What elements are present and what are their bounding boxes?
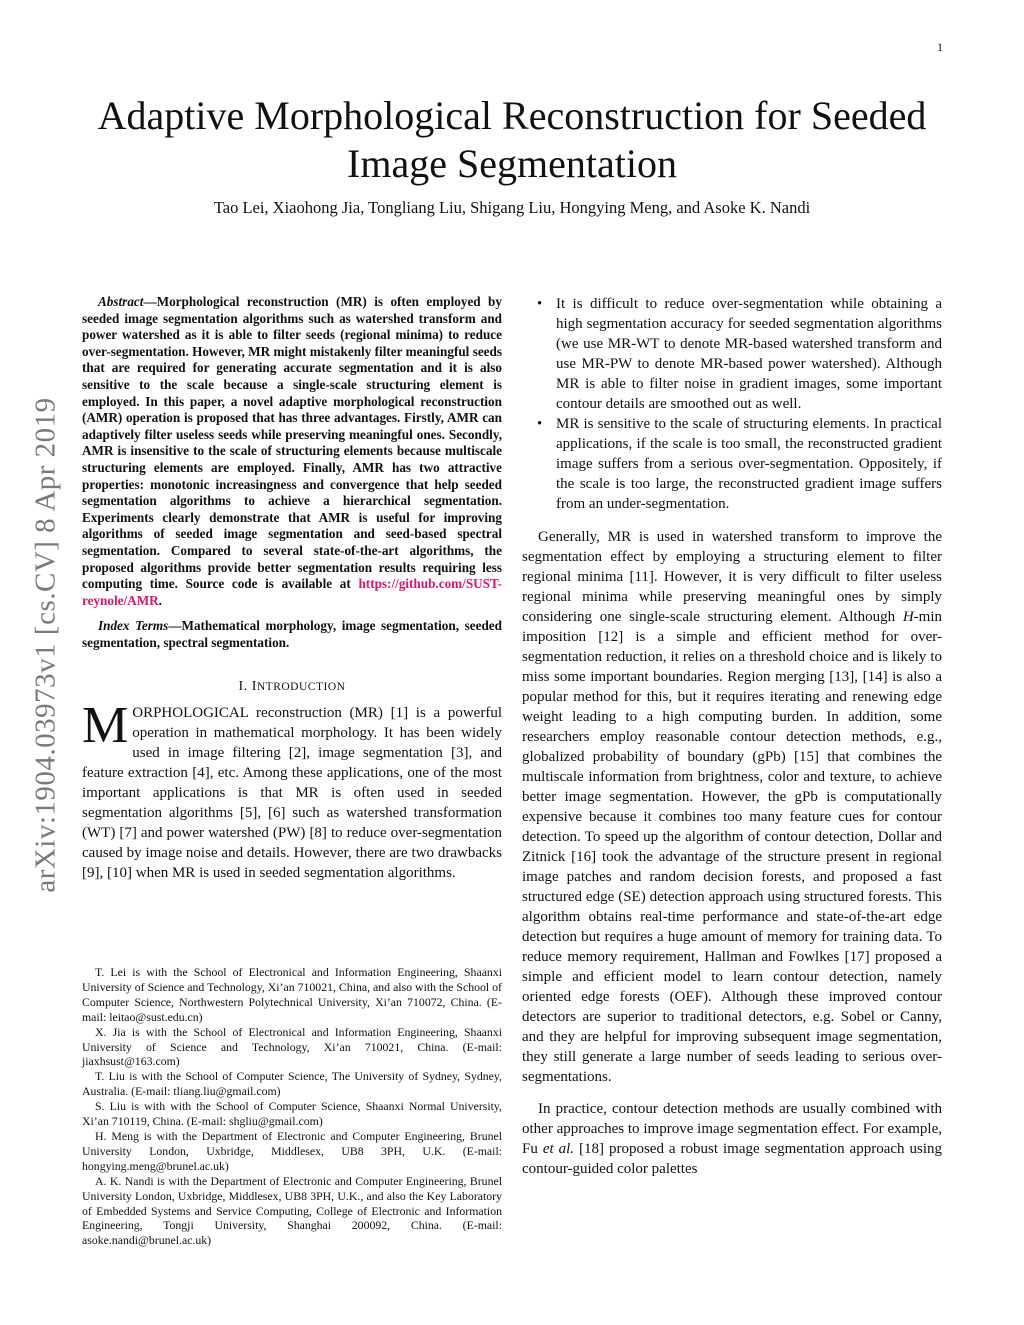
intro-text: ORPHOLOGICAL reconstruction (MR) [1] is a powerful operation in mathematical morphology. It has been widely used in image filtering [2], image segmentation [3], and feature extraction [4], etc. Among these applications, one of the most important applications is that MR is often used in seeded segmentation algorithms [5], [6] such as watershed transformation (WT) [7] and power watershed (PW) [8] to reduce over-segmentation caused by image noise and details. However, there are two drawbacks [9], [10] when MR is used in seeded segmentation algorithms.	[82, 705, 502, 882]
paragraph-in-practice	[522, 1099, 942, 1179]
bullet-text: MR is sensitive to the scale of structuring elements. In practical applications, if the scale is too small, the reconstructed gradient image suffers from a serious over-segmentation. Oppositely, if the scale is too large, the reconstructed gradient image suffers from an under-segmentation.	[556, 416, 942, 512]
abstract-end: .	[158, 592, 162, 608]
section-number: I. I	[238, 679, 257, 695]
list-item	[522, 414, 942, 514]
para-text: In practice, contour detection methods are usually combined with other approaches to improve image segmentation effect. For example, Fu	[522, 1101, 942, 1157]
bullet-icon: •	[537, 296, 543, 312]
drawback-list	[522, 294, 942, 514]
para-text: [18] proposed a robust image segmentation approach using contour-guided color palettes	[522, 1141, 942, 1177]
footnote-liu-s: S. Liu is with with the School of Computer Science, Shaanxi Normal University, Xi’an 710119, China. (E-mail: shgliu@gmail.com)	[82, 1099, 502, 1129]
abstract	[82, 294, 502, 609]
title-line-2: Image Segmentation	[347, 141, 677, 186]
abstract-text: —Morphological reconstruction (MR) is often employed by seeded image segmentation algorithms such as watershed transform and power watershed as it is able to filter seeds (regional minima) to reduce over-segmentation. However, MR might mistakenly filter meaningful seeds that are required for generating accurate segmentation and it is also sensitive to the scale because a single-scale structuring element is employed. In this paper, a novel adaptive morphological reconstruction (AMR) operation is proposed that has three advantages. Firstly, AMR can adaptively filter useless seeds while preserving meaningful ones. Secondly, AMR is insensitive to the scale of structuring elements because multiscale structuring elements are employed. Finally, AMR has two attractive properties: monotonic increasingness and convergence that help seeded segmentation algorithms to achieve a hierarchical segmentation. Experiments clearly demonstrate that AMR is useful for improving algorithms of seeded image segmentation and seed-based spectral segmentation. Compared to several state-of-the-art algorithms, the proposed algorithms provide better segmentation results requiring less computing time. Source code is available at	[82, 294, 502, 592]
right-column	[522, 294, 942, 1179]
author-list: Tao Lei, Xiaohong Jia, Tongliang Liu, Shigang Liu, Hongying Meng, and Asoke K. Nandi	[213, 198, 811, 217]
emphasis-et-al: et al.	[542, 1141, 575, 1157]
left-column	[82, 294, 502, 883]
index-terms-label: Index Terms	[98, 618, 169, 634]
math-symbol-h: H	[902, 609, 914, 625]
footnote-liu-t: T. Liu is with the School of Computer Science, The University of Sydney, Sydney, Australia. (E-mail: tliang.liu@gmail.com)	[82, 1069, 502, 1099]
abstract-label: Abstract	[98, 294, 144, 309]
para-text: Generally, MR is used in watershed transform to improve the segmentation effect by employing a structuring element to filter regional minima [11]. However, it is very difficult to filter useless regional minima while preserving meaningful ones by simply considering one single-scale structuring element. Although	[522, 529, 942, 625]
bullet-text: It is difficult to reduce over-segmentation while obtaining a high segmentation accuracy for seeded segmentation algorithms (we use MR-WT to denote MR-based watershed transform and use MR-PW to denote MR-based power watershed). Although MR is able to filter noise in gradient images, some important contour details are smoothed out as well.	[556, 296, 942, 412]
page-number: 1	[937, 40, 943, 54]
section-heading-introduction	[82, 679, 502, 695]
footnote-nandi: A. K. Nandi is with the Department of Electronic and Computer Engineering, Brunel University London, Uxbridge, Middlesex, UB8 3PH, U.K., and also the Key Laboratory of Embedded Systems and Service Computing, College of Electronic and Information Engineering, Tongji University, Shanghai 200092, China. (E-mail: asoke.nandi@brunel.ac.uk)	[82, 1173, 502, 1248]
footnote-lei: T. Lei is with the School of Electronical and Information Engineering, Shaanxi University of Science and Technology, Xi’an 710021, China, and also with the School of Computer Science, Northwestern Polytechnical University, Xi’an 710072, China. (E-mail: leitao@sust.edu.cn)	[82, 965, 502, 1024]
intro-paragraph	[82, 697, 502, 883]
index-terms	[82, 618, 502, 651]
index-terms-text: —Mathematical morphology, image segmentation, seeded segmentation, spectral segmentation.	[82, 618, 502, 650]
drop-cap: M	[82, 697, 129, 755]
footnote-jia: X. Jia is with the School of Electronical and Information Engineering, Shaanxi University of Science and Technology, Xi’an 710021, China. (E-mail: jiaxhsust@163.com)	[82, 1024, 502, 1069]
bullet-icon: •	[537, 416, 543, 432]
section-title-rest: NTRODUCTION	[256, 681, 346, 694]
paper-title	[60, 92, 964, 188]
paragraph-generally	[522, 527, 942, 1087]
list-item	[522, 294, 942, 414]
para-text: -min imposition [12] is a simple and efficient method for over-segmentation reduction, it relies on a threshold choice and is likely to miss some important boundaries. Region merging [13], [14] is also a popular method for this, but it requires iterating and renewing edge weight leading to a high computing burden. In addition, some researchers employ reasonable contour detection methods, e.g., globalized probability of boundary (gPb) [15] that combines the multiscale information from brightness, color and texture, to achieve better image segmentation. However, the gPb is computationally expensive because it combines too many feature cues for contour detection. To speed up the algorithm of contour detection, Dollar and Zitnick [16] took the advantage of the structure present in regional image patches and random decision forests, and proposed a fast structured edge (SE) detection approach using structured forests. This algorithm obtains real-time performance and state-of-the-art edge detection but requires a huge amount of memory for training data. To reduce memory requirement, Hallman and Fowlkes [17] proposed a simple and efficient model to learn contour detection, namely oriented edge forests (OEF). Although these improved contour detectors are superior to traditional detectors, e.g. Sobel or Canny, and they are helpful for improving subsequent image segmentation, they still generate a large number of seeds leading to serious over-segmentations.	[522, 609, 942, 1085]
title-line-1: Adaptive Morphological Reconstruction for Seeded	[97, 93, 927, 138]
footnote-meng: H. Meng is with the Department of Electronic and Computer Engineering, Brunel University London, Uxbridge, Middlesex, UB8 3PH, U.K. (E-mail: hongying.meng@brunel.ac.uk)	[82, 1128, 502, 1173]
source-code-link[interactable]: https://github.com/SUST-reynole/AMR	[82, 576, 502, 608]
affiliation-footnotes	[82, 965, 502, 1248]
arxiv-stamp: arXiv:1904.03973v1 [cs.CV] 8 Apr 2019	[29, 397, 62, 893]
